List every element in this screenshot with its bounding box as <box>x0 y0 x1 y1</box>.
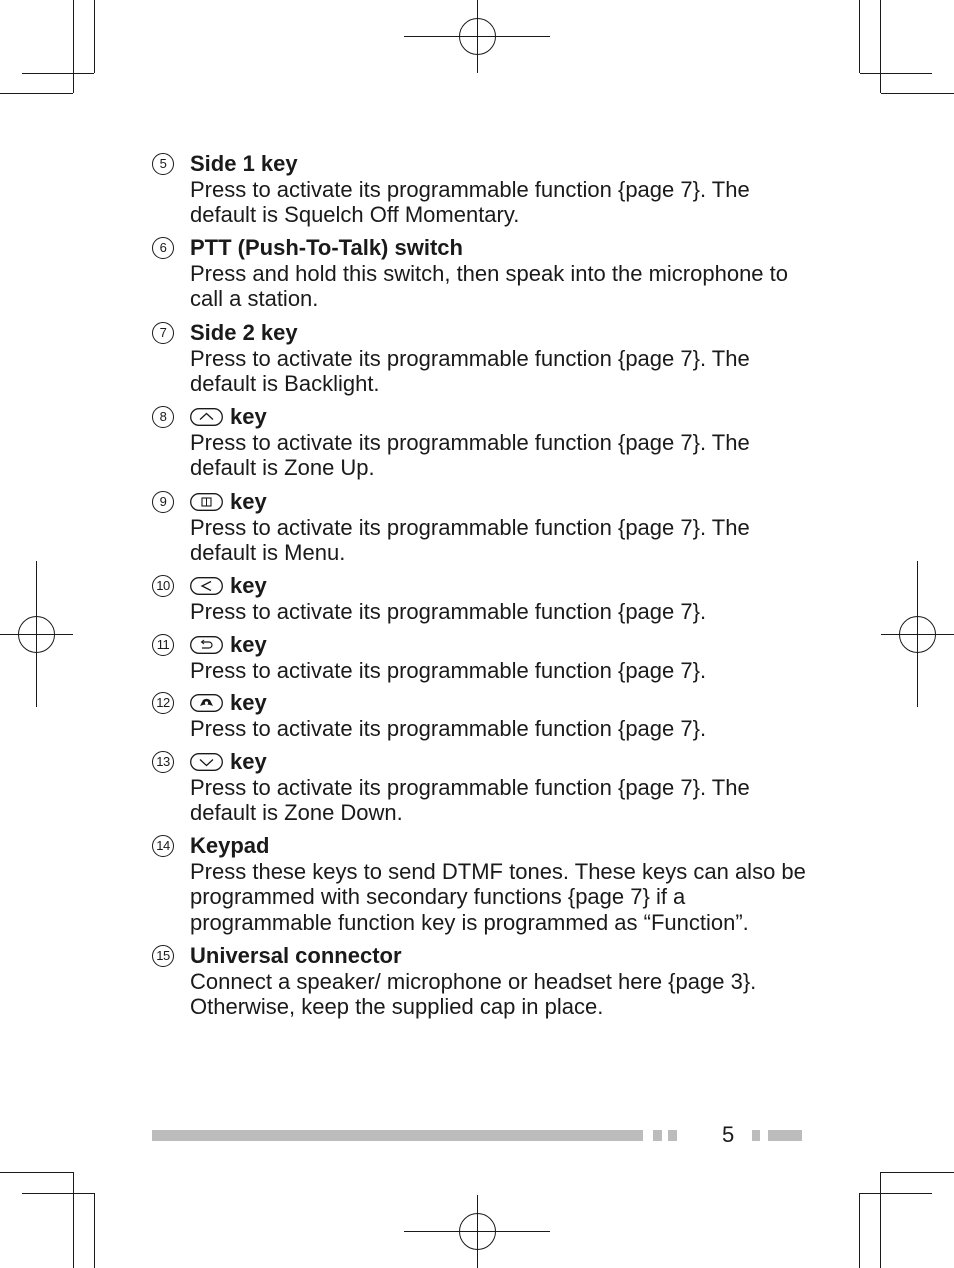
left-arrow-key-icon <box>190 577 223 595</box>
item-title-text: Side 1 key <box>190 151 298 176</box>
item-description: Press these keys to send DTMF tones. These keys can also be programmed with secondary functions {page 7} if a programmable function key is programmed as “Function”. <box>190 858 806 935</box>
item-title-text: key <box>230 573 267 598</box>
item-description: Press to activate its programmable function {page 7}. The default is Zone Up. <box>190 429 750 480</box>
item-description: Press to activate its programmable function {page 7}. The default is Backlight. <box>190 345 750 396</box>
item-up-key <box>152 404 812 481</box>
item-number: 11 <box>152 634 174 656</box>
item-number: 15 <box>152 945 174 967</box>
item-title-text: PTT (Push-To-Talk) switch <box>190 235 463 260</box>
item-title-text: Keypad <box>190 833 270 858</box>
item-title <box>190 489 812 515</box>
item-left-key <box>152 573 812 624</box>
page-number: 5 <box>722 1122 735 1147</box>
item-title <box>190 833 812 859</box>
footer-bar-short <box>768 1130 802 1141</box>
item-title-text: key <box>230 404 267 429</box>
item-title <box>190 235 812 261</box>
footer-bar-square <box>668 1130 677 1141</box>
item-side-2-key <box>152 320 812 397</box>
item-number: 9 <box>152 491 174 513</box>
footer-bar-long <box>152 1130 643 1141</box>
item-description: Press to activate its programmable function {page 7}. The default is Squelch Off Momentary. <box>190 176 750 227</box>
item-universal-connector <box>152 943 812 1020</box>
item-title <box>190 943 812 969</box>
item-back-key <box>152 632 812 683</box>
item-title-text: key <box>230 749 267 774</box>
item-description: Connect a speaker/ microphone or headset here {page 3}. Otherwise, keep the supplied cap in place. <box>190 968 757 1019</box>
item-description: Press to activate its programmable function {page 7}. <box>190 715 707 741</box>
item-title <box>190 404 812 430</box>
item-title-text: key <box>230 690 267 715</box>
item-description: Press and hold this switch, then speak into the microphone to call a station. <box>190 260 789 311</box>
item-description: Press to activate its programmable function {page 7}. The default is Menu. <box>190 514 750 565</box>
item-number: 14 <box>152 835 174 857</box>
item-title <box>190 749 812 775</box>
menu-key-icon <box>190 493 223 511</box>
item-number: 13 <box>152 751 174 773</box>
up-arrow-key-icon <box>190 408 223 426</box>
item-number: 12 <box>152 692 174 714</box>
item-menu-key <box>152 489 812 566</box>
item-ptt-switch <box>152 235 812 312</box>
back-key-icon <box>190 636 223 654</box>
item-title <box>190 320 812 346</box>
item-description: Press to activate its programmable function {page 7}. The default is Zone Down. <box>190 774 750 825</box>
item-number: 8 <box>152 406 174 428</box>
item-number: 7 <box>152 322 174 344</box>
footer-bar-square <box>653 1130 662 1141</box>
footer-bar-square <box>752 1130 760 1141</box>
item-down-key <box>152 749 812 826</box>
phone-key-icon <box>190 694 223 712</box>
item-side-1-key <box>152 151 812 228</box>
item-description: Press to activate its programmable function {page 7}. <box>190 657 707 683</box>
item-title <box>190 690 812 716</box>
item-title <box>190 151 812 177</box>
item-title-text: Universal connector <box>190 943 402 968</box>
item-keypad <box>152 833 812 935</box>
item-number: 10 <box>152 575 174 597</box>
item-title-text: key <box>230 489 267 514</box>
item-title <box>190 632 812 658</box>
item-title <box>190 573 812 599</box>
item-number: 5 <box>152 153 174 175</box>
item-title-text: key <box>230 632 267 657</box>
item-phone-key <box>152 690 812 741</box>
item-title-text: Side 2 key <box>190 320 298 345</box>
item-number: 6 <box>152 237 174 259</box>
down-arrow-key-icon <box>190 753 223 771</box>
item-description: Press to activate its programmable function {page 7}. <box>190 598 707 624</box>
